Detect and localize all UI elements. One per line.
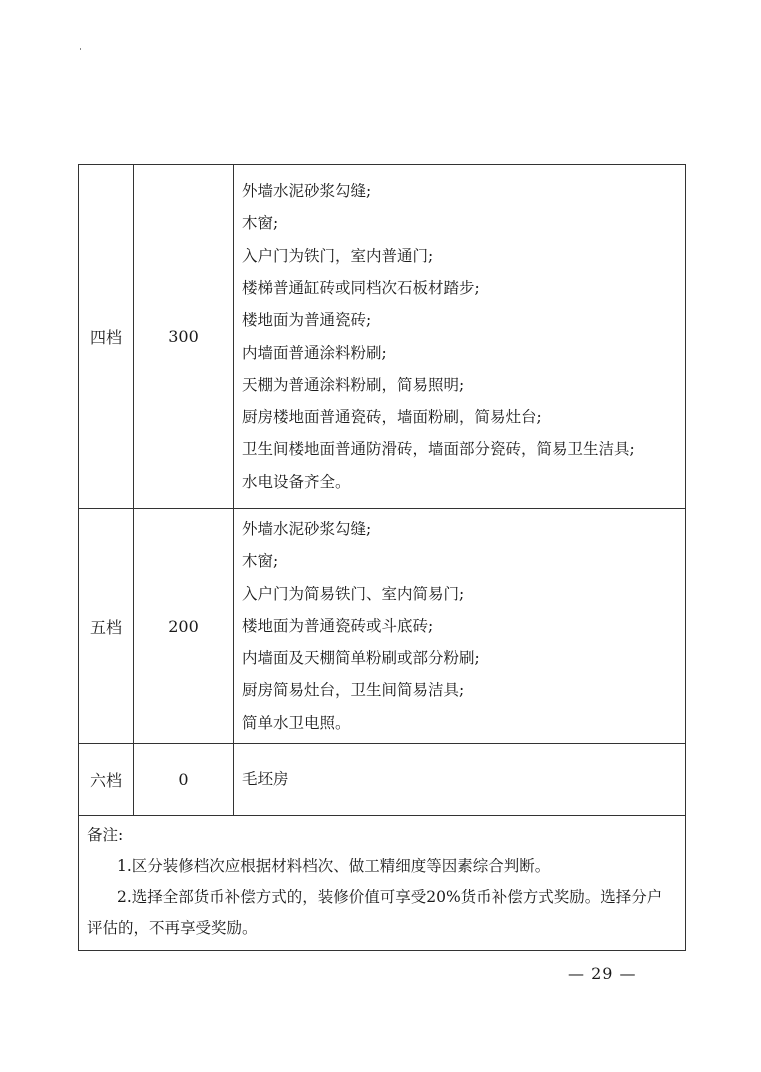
remark-note: 2.选择全部货币补偿方式的，装修价值可享受20%货币补偿方式奖励。选择分户评估的，不再享受奖励。 (87, 888, 663, 938)
detail-line: 卫生间楼地面普通防滑砖，墙面部分瓷砖，简易卫生洁具; (242, 440, 635, 459)
detail-line: 简单水卫电照。 (242, 713, 351, 732)
detail-line: 外墙水泥砂浆勾缝; (242, 520, 372, 538)
grade-details (234, 744, 686, 816)
grade-value: 0 (134, 744, 234, 816)
remark-note: 1.区分装修档次应根据材料档次、做工精细度等因素综合判断。 (117, 857, 551, 876)
table-row (79, 744, 686, 816)
remarks-heading: 备注: (87, 826, 124, 845)
grade-name: 四档 (79, 165, 134, 509)
detail-line: 内墙面普通涂料粉刷; (242, 343, 387, 362)
table-row (79, 165, 686, 509)
detail-line: 内墙面及天棚简单粉刷或部分粉刷; (242, 649, 480, 668)
decoration-grade-table (78, 164, 686, 951)
detail-line: 楼地面为普通瓷砖或斗底砖; (242, 616, 434, 635)
table-row (79, 509, 686, 744)
detail-line: 水电设备齐全。 (242, 472, 351, 491)
grade-value: 300 (134, 165, 234, 509)
grade-value: 200 (134, 509, 234, 744)
scan-mark (80, 48, 81, 50)
detail-line: 入户门为铁门，室内普通门; (242, 246, 434, 265)
detail-line: 木窗; (242, 552, 279, 571)
detail-line: 天棚为普通涂料粉刷，简易照明; (242, 375, 465, 394)
grade-details (234, 509, 686, 744)
detail-line: 楼地面为普通瓷砖; (242, 311, 372, 330)
grade-details (234, 165, 686, 509)
detail-line: 厨房楼地面普通瓷砖，墙面粉刷，简易灶台; (242, 408, 542, 427)
detail-line: 毛坯房 (242, 770, 289, 789)
grade-name: 五档 (79, 509, 134, 744)
detail-line: 外墙水泥砂浆勾缝; (242, 182, 372, 201)
detail-line: 入户门为简易铁门、室内简易门; (242, 584, 465, 603)
remarks-row (79, 816, 686, 951)
detail-line: 厨房简易灶台，卫生间简易洁具; (242, 681, 465, 700)
page-number: — 29 — (568, 964, 637, 983)
detail-line: 楼梯普通缸砖或同档次石板材踏步; (242, 278, 480, 297)
detail-line: 木窗; (242, 214, 279, 233)
grade-name: 六档 (79, 744, 134, 816)
remarks-cell (79, 816, 686, 951)
